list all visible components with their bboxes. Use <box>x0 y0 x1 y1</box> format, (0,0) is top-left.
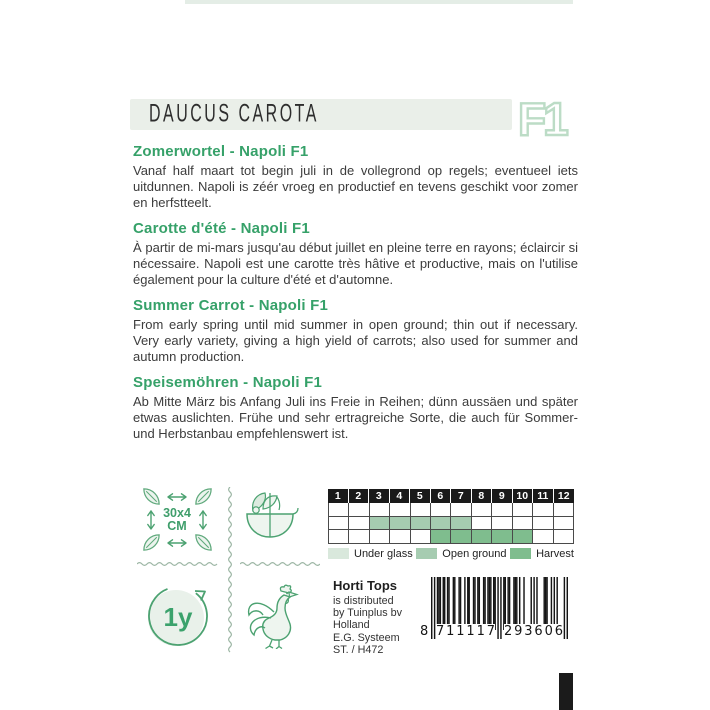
description-title-fr: Carotte d'été - Napoli F1 <box>133 220 310 237</box>
annual-cycle-icon <box>142 578 214 650</box>
spacing-unit: CM <box>167 518 187 533</box>
calendar-cell-open_ground-4 <box>390 517 410 531</box>
calendar-cell-under_glass-11 <box>533 503 553 517</box>
barcode <box>420 577 572 649</box>
distributor-name: Horti Tops <box>333 578 398 593</box>
calendar-cell-harvest-9 <box>492 530 512 544</box>
calendar-cell-harvest-1 <box>329 530 349 544</box>
calendar-month-2: 2 <box>349 489 370 503</box>
distributor-info <box>333 578 428 656</box>
barcode-digit-left: 8 <box>420 624 429 639</box>
horizontal-divider <box>240 561 320 568</box>
calendar-cell-harvest-11 <box>533 530 553 544</box>
calendar-cell-open_ground-12 <box>554 517 574 531</box>
under-glass-swatch <box>328 548 349 559</box>
distributor-line-3: Holland <box>333 619 370 632</box>
calendar-cell-under_glass-9 <box>492 503 512 517</box>
calendar-cell-under_glass-7 <box>451 503 471 517</box>
legend-item-open-ground <box>416 548 506 560</box>
horizontal-arrow-icon <box>165 492 189 502</box>
horizontal-arrow-icon <box>165 538 189 548</box>
open-ground-label: Open ground <box>442 547 507 560</box>
f1-badge-text: F1 <box>518 93 566 145</box>
calendar-cell-harvest-5 <box>411 530 431 544</box>
spacing-value: 30x4 <box>163 505 191 520</box>
spacing-label <box>163 507 191 533</box>
calendar-month-8: 8 <box>472 489 493 503</box>
print-edge-mark <box>185 0 573 4</box>
legend-item-harvest <box>510 548 574 560</box>
calendar-cell-harvest-2 <box>349 530 369 544</box>
description-title-nl: Zomerwortel - Napoli F1 <box>133 143 309 160</box>
description-body-fr: À partir de mi-mars jusqu'au début juillet en pleine terre en rayons; éclaircir si nécessaire. Napoli est une carotte très hâtive et productive, mais on l'utilise également pour la culture d'été et d'automne. <box>133 240 578 287</box>
calendar-month-12: 12 <box>554 489 575 503</box>
description-en <box>133 297 578 364</box>
distributor-line-5: ST. / H472 <box>333 643 384 656</box>
calendar-month-5: 5 <box>410 489 431 503</box>
print-registration-mark <box>559 673 573 710</box>
description-title-de: Speisemöhren - Napoli F1 <box>133 374 323 391</box>
harvest-swatch <box>510 548 531 559</box>
description-nl <box>133 143 578 210</box>
calendar-cell-under_glass-3 <box>370 503 390 517</box>
calendar-cell-open_ground-7 <box>451 517 471 531</box>
description-fr <box>133 220 578 287</box>
harvest-label: Harvest <box>536 547 574 560</box>
calendar-cell-open_ground-10 <box>513 517 533 531</box>
calendar-legend <box>328 548 574 560</box>
calendar-cell-open_ground-9 <box>492 517 512 531</box>
calendar-month-1: 1 <box>328 489 349 503</box>
calendar-grid <box>328 503 574 544</box>
under-glass-label: Under glass <box>354 547 413 560</box>
calendar-cell-under_glass-5 <box>411 503 431 517</box>
calendar-cell-under_glass-4 <box>390 503 410 517</box>
rooster-icon <box>244 581 302 649</box>
species-title: DAUCUS CAROTA <box>149 100 319 129</box>
calendar-cell-under_glass-2 <box>349 503 369 517</box>
calendar-month-10: 10 <box>513 489 534 503</box>
legend-item-under-glass <box>328 548 413 560</box>
harvest-bowl-icon <box>239 487 301 547</box>
description-body-en: From early spring until mid summer in open ground; thin out if necessary. Very early variety, giving a high yield of carrots; also used for summer and autumn production. <box>133 317 578 364</box>
f1-hybrid-badge <box>517 90 569 146</box>
f1-badge-icon <box>517 90 569 146</box>
calendar-cell-harvest-8 <box>472 530 492 544</box>
distributor-lines <box>333 595 428 656</box>
calendar-month-6: 6 <box>431 489 452 503</box>
calendar-cell-open_ground-1 <box>329 517 349 531</box>
distributor-line-1: is distributed <box>333 595 394 607</box>
leaf-icon <box>193 532 214 553</box>
calendar-month-3: 3 <box>369 489 390 503</box>
calendar-cell-open_ground-6 <box>431 517 451 531</box>
calendar-month-header <box>328 489 574 503</box>
calendar-month-4: 4 <box>390 489 411 503</box>
species-title-band <box>130 99 512 130</box>
calendar-cell-under_glass-1 <box>329 503 349 517</box>
calendar-cell-harvest-4 <box>390 530 410 544</box>
barcode-digit-group-1: 7 1 1 1 1 7 <box>436 624 495 639</box>
calendar-cell-open_ground-5 <box>411 517 431 531</box>
calendar-cell-open_ground-3 <box>370 517 390 531</box>
calendar-cell-under_glass-12 <box>554 503 574 517</box>
calendar-cell-under_glass-10 <box>513 503 533 517</box>
calendar-cell-open_ground-2 <box>349 517 369 531</box>
calendar-month-9: 9 <box>492 489 513 503</box>
calendar-cell-under_glass-8 <box>472 503 492 517</box>
calendar-cell-harvest-6 <box>431 530 451 544</box>
barcode-digit-group-2: 2 9 3 6 0 6 <box>504 624 563 639</box>
calendar-cell-open_ground-8 <box>472 517 492 531</box>
description-de <box>133 374 578 441</box>
calendar-month-11: 11 <box>533 489 554 503</box>
horizontal-divider <box>137 561 219 568</box>
cycle-duration-label: 1y <box>163 602 193 632</box>
calendar-cell-under_glass-6 <box>431 503 451 517</box>
leaf-icon <box>141 486 162 507</box>
calendar-cell-open_ground-11 <box>533 517 553 531</box>
open-ground-swatch <box>416 548 437 559</box>
leaf-icon <box>141 532 162 553</box>
vertical-arrow-icon <box>198 508 208 532</box>
calendar-month-7: 7 <box>451 489 472 503</box>
distributor-line-4: E.G. Systeem <box>333 631 400 644</box>
description-body-nl: Vanaf half maart tot begin juli in de vollegrond op regels; eventueel iets uitdunnen. Napoli is zéér vroeg en productief en tevens geschikt voor zomer en herfstteelt. <box>133 163 578 210</box>
description-title-en: Summer Carrot - Napoli F1 <box>133 297 329 314</box>
spacing-icon-group <box>139 485 215 554</box>
description-body-de: Ab Mitte März bis Anfang Juli ins Freie in Reihen; dünn aussäen und später etwas auslichten. Frühe und sehr ertragreiche Sorte, die auch für Sommer- und Herbstanbau empfehlenswert ist. <box>133 394 578 441</box>
vertical-divider <box>227 487 234 653</box>
calendar-cell-harvest-7 <box>451 530 471 544</box>
sowing-calendar <box>328 489 574 560</box>
vertical-arrow-icon <box>146 508 156 532</box>
calendar-cell-harvest-10 <box>513 530 533 544</box>
calendar-cell-harvest-12 <box>554 530 574 544</box>
calendar-cell-harvest-3 <box>370 530 390 544</box>
distributor-line-2: by Tuinplus bv <box>333 607 403 620</box>
leaf-icon <box>193 486 214 507</box>
